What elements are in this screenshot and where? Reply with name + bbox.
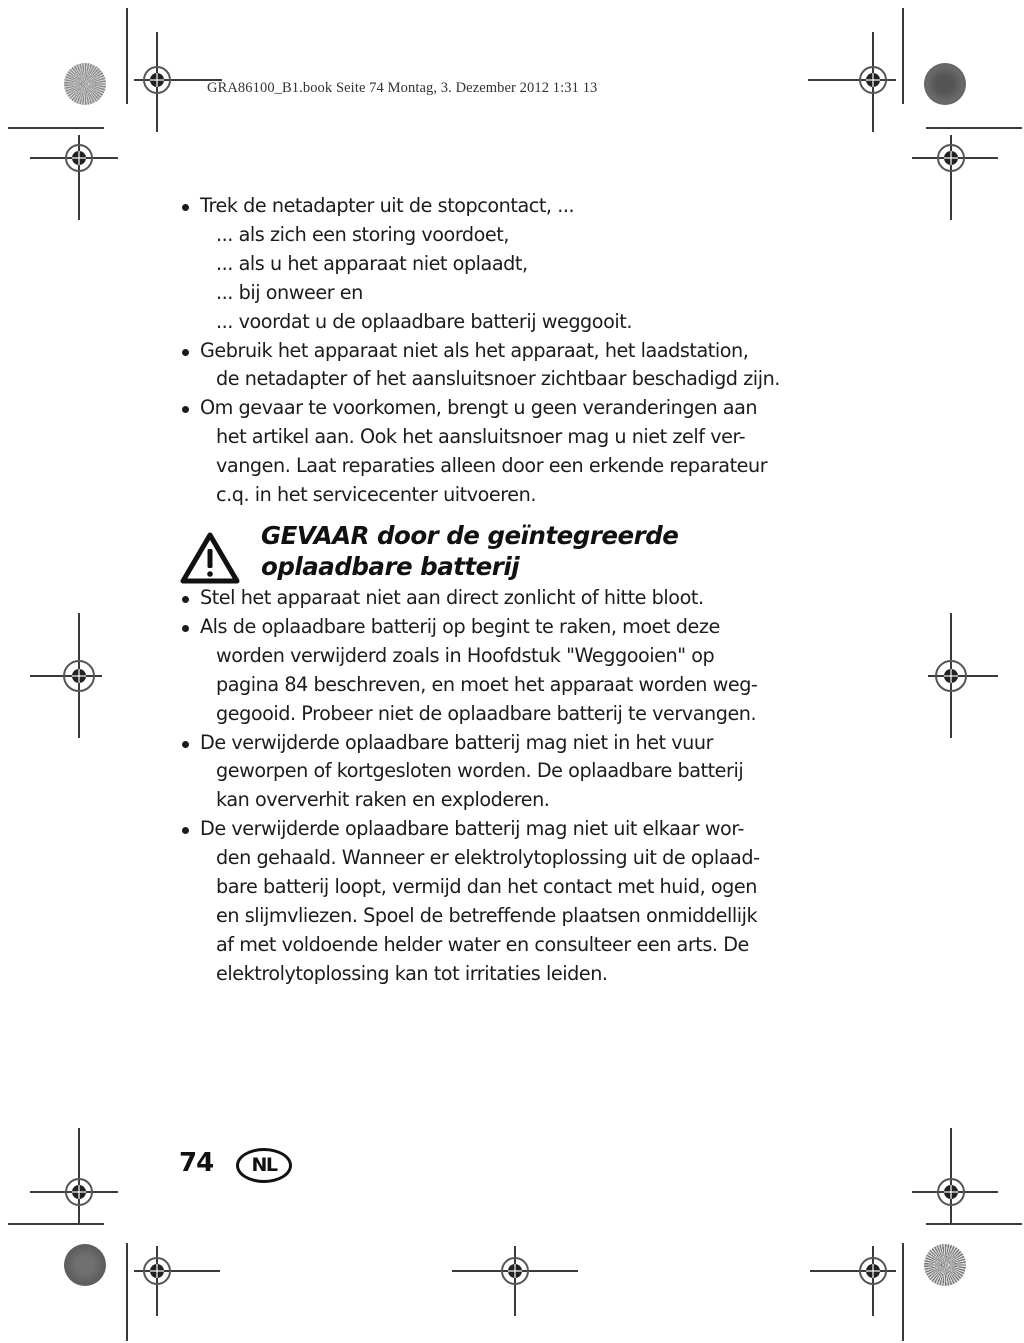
warning-heading [180,522,840,584]
registration-mark-icon [92,1206,222,1336]
color-rosette-icon [924,1244,966,1286]
bullet-icon [182,204,189,211]
list-item: De verwijderde oplaadbare batterij mag niet uit elkaar wor- den gehaald. Wanneer er elektrolytoplossing uit de oplaad- bare batterij loopt, vermijd dan het contact met huid, ogen en slijmvliezen. Spoel de betreffende plaatsen onmiddellijk af met voldoende helder water en consulteer een arts. De elektrolytoplossing kan tot irritaties leiden. [180,815,840,988]
color-rosette-icon [64,63,106,105]
list-item: Om gevaar te voorkomen, brengt u geen veranderingen aan het artikel aan. Ook het aansluitsnoer mag u niet zelf ver- vangen. Laat reparaties alleen door een erkende reparateur c.q. in het servicecenter uitvoeren. [180,394,840,510]
warning-triangle-icon [180,532,240,584]
bullet-icon [182,827,189,834]
bullet-icon [182,596,189,603]
color-rosette-icon [64,1244,106,1286]
registration-mark-icon [808,1206,938,1336]
registration-mark-icon [14,611,144,741]
registration-mark-icon [14,93,144,223]
bullet-icon [182,349,189,356]
safety-section [180,192,840,510]
page-content [180,192,840,989]
language-badge: NL [236,1148,292,1183]
list-item: Als de oplaadbare batterij op begint te raken, moet deze worden verwijderd zoals in Hoofdstuk "Weggooien" op pagina 84 beschreven, en moet het apparaat worden weg- gegooid. Probeer niet de oplaadbare batterij te vervangen. [180,613,840,729]
bullet-icon [182,625,189,632]
list-item: Gebruik het apparaat niet als het apparaat, het laadstation, de netadapter of het aansluitsnoer zichtbaar beschadigd zijn. [180,337,840,395]
bullet-icon [182,406,189,413]
list-item: De verwijderde oplaadbare batterij mag niet in het vuur geworpen of kortgesloten worden. De oplaadbare batterij kan oververhit raken en exploderen. [180,729,840,816]
page-number: 74 [179,1148,214,1178]
list-item: Trek de netadapter uit de stopcontact, ... ... als zich een storing voordoet, ... als u het apparaat niet oplaadt, ... bij onweer en ... voordat u de oplaadbare batterij weggooit. [180,192,840,337]
warning-title: GEVAAR door de geïntegreerde oplaadbare batterij [261,520,679,581]
registration-mark-icon [450,1206,580,1336]
list-item: Stel het apparaat niet aan direct zonlicht of hitte bloot. [180,584,840,613]
battery-section [180,584,840,989]
registration-mark-icon [886,93,1016,223]
registration-mark-icon [886,611,1016,741]
bullet-icon [182,741,189,748]
color-rosette-icon [924,63,966,105]
print-slug: GRA86100_B1.book Seite 74 Montag, 3. Dezember 2012 1:31 13 [207,80,598,96]
